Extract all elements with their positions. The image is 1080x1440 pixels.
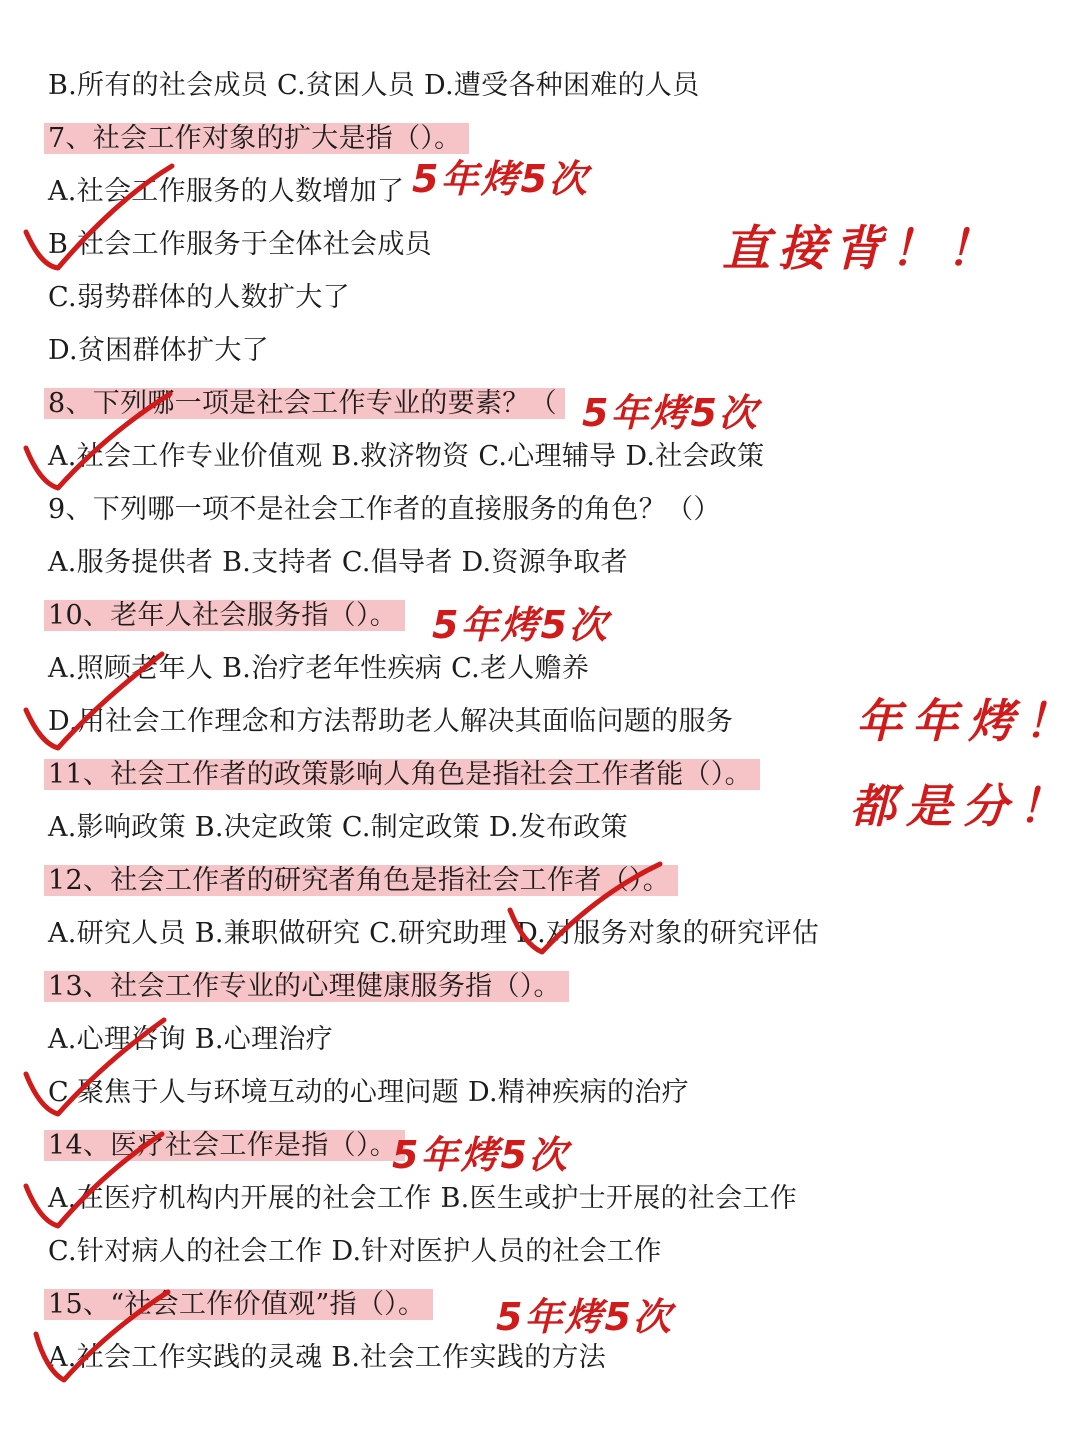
question-10: [48, 594, 405, 638]
question-14-text: 14、医疗社会工作是指（）。: [44, 1130, 405, 1161]
question-14: [48, 1124, 405, 1168]
question-13: [48, 965, 569, 1009]
question-7-option-c: C.弱势群体的人数扩大了: [48, 282, 350, 313]
question-8: [48, 382, 565, 426]
question-6-options: B.所有的社会成员 C.贫困人员 D.遭受各种困难的人员: [48, 70, 700, 101]
annotation-every-year: 年年烤！: [856, 694, 1080, 748]
question-15-options: A.社会工作实践的灵魂 B.社会工作实践的方法: [48, 1342, 606, 1373]
question-10-text: 10、老年人社会服务指（）。: [44, 600, 405, 631]
question-12: [48, 859, 678, 903]
question-10-option-d: D.用社会工作理念和方法帮助老人解决其面临问题的服务: [48, 706, 734, 737]
annotation-q15-frequency: 5年烤5次: [496, 1295, 673, 1339]
annotation-q7-frequency: 5年烤5次: [412, 157, 589, 201]
question-7-text: 7、社会工作对象的扩大是指（）。: [44, 123, 469, 154]
question-12-options: A.研究人员 B.兼职做研究 C.研究助理 D.对服务对象的研究评估: [48, 918, 819, 949]
question-11-text: 11、社会工作者的政策影响人角色是指社会工作者能（）。: [44, 759, 760, 790]
question-12-text: 12、社会工作者的研究者角色是指社会工作者（）。: [44, 865, 678, 896]
question-15: [48, 1283, 433, 1327]
question-7-option-b: B.社会工作服务于全体社会成员: [48, 229, 432, 260]
annotation-q8-frequency: 5年烤5次: [582, 391, 759, 435]
question-9-options: A.服务提供者 B.支持者 C.倡导者 D.资源争取者: [48, 547, 628, 578]
question-14-options-cd: C.针对病人的社会工作 D.针对医护人员的社会工作: [48, 1236, 662, 1267]
question-10-options-abc: A.照顾老年人 B.治疗老年性疾病 C.老人赡养: [48, 653, 590, 684]
annotation-all-points: 都是分！: [850, 779, 1074, 833]
annotation-memorize: 直接背！！: [722, 221, 1003, 277]
question-7: [48, 117, 469, 161]
question-13-options-cd: C.聚焦于人与环境互动的心理问题 D.精神疾病的治疗: [48, 1077, 689, 1108]
question-15-text: 15、“社会工作价值观”指（）。: [44, 1289, 433, 1320]
question-11-options: A.影响政策 B.决定政策 C.制定政策 D.发布政策: [48, 812, 628, 843]
question-8-text: 8、下列哪一项是社会工作专业的要素？（: [44, 388, 565, 419]
question-8-options: A.社会工作专业价值观 B.救济物资 C.心理辅导 D.社会政策: [48, 441, 765, 472]
question-7-option-d: D.贫困群体扩大了: [48, 335, 269, 366]
question-13-options-ab: A.心理咨询 B.心理治疗: [48, 1024, 333, 1055]
question-7-option-a: A.社会工作服务的人数增加了: [48, 176, 405, 207]
question-11: [48, 753, 760, 797]
annotation-q10-frequency: 5年烤5次: [432, 603, 609, 647]
question-14-options-ab: A.在医疗机构内开展的社会工作 B.医生或护士开展的社会工作: [48, 1183, 798, 1214]
question-9-text: 9、下列哪一项不是社会工作者的直接服务的角色？（）: [48, 494, 721, 525]
annotation-q14-frequency: 5年烤5次: [392, 1133, 569, 1177]
question-13-text: 13、社会工作专业的心理健康服务指（）。: [44, 971, 569, 1002]
